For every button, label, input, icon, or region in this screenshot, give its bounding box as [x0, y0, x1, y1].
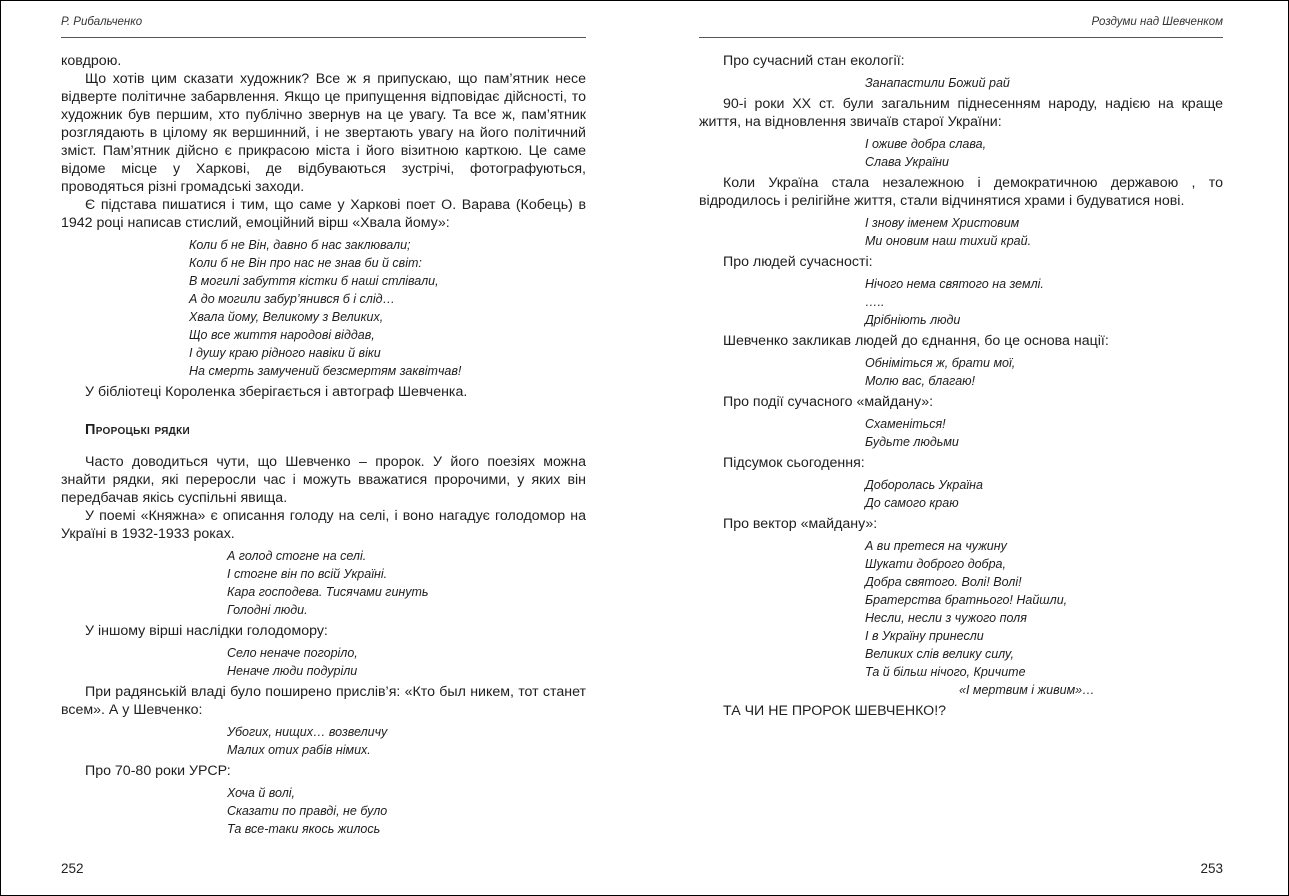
- verse-line: Нічого нема святого на землі.: [865, 277, 1044, 291]
- verse-line: Братерства братнього! Найшли,: [865, 593, 1068, 607]
- verse-line: Убогих, нищих… возвеличу: [227, 725, 388, 739]
- paragraph-maidan: Про події сучасного «майдану»:: [723, 394, 934, 410]
- verse-line: І душу краю рідного навіки й віки: [189, 346, 381, 360]
- poem-obnimitsia: [699, 354, 1223, 390]
- verse-line: Схаменіться!: [865, 417, 946, 431]
- verse-line: Великих слів велику силу,: [865, 647, 1014, 661]
- verse-line: Що все життя народові віддав,: [189, 328, 375, 342]
- verse-line: І знову іменем Христовим: [865, 216, 1020, 230]
- page-number: 253: [1200, 861, 1223, 876]
- verse-line: Хвала йому, Великому з Великих,: [189, 310, 384, 324]
- paragraph-vector: Про вектор «майдану»:: [723, 516, 878, 532]
- paragraph-independent: Коли Україна стала незалежною і демократичною державою , то відродилось і релігійне життя, стали відчинятися храми і будуватися нові.: [699, 175, 1223, 209]
- paragraph-summary: Підсумок сьогодення:: [723, 455, 865, 471]
- verse-line: Будьте людьми: [865, 435, 959, 449]
- verse-line: В могилі забуття кістки б наші стлівали,: [189, 274, 439, 288]
- verse-line: А до могили забур’янився б і слід…: [189, 292, 396, 306]
- verse-line: Несли, несли з чужого поля: [865, 611, 1027, 625]
- verse-line: І стогне він по всій Україні.: [227, 567, 388, 581]
- paragraph-what-artist: Що хотів цим сказати художник? Все ж я припускаю, що пам’ятник несе відверте політичне забарвлення. Якщо це припущення відповідає дійсності, то художник був першим, хто публічно звернув на це увагу. Та все ж, пам’ятник розглядають в цілому як вершинний, і не звертають увагу на його політичний зміст. Пам’ятник дійсно є прикрасою міста і його візитною карткою. Це саме відоме місце у Харкові, де відбуваються зустрічі, фотографуються, проводяться різні громадські заходи.: [61, 71, 586, 195]
- paragraph-prophet: Часто доводиться чути, що Шевченко – пророк. У його поезіях можна знайти рядки, які переросли час і можуть вважатися пророчими, у яких він передбачав якісь суспільні явища.: [61, 454, 586, 506]
- poem-slava: [699, 135, 1223, 171]
- paragraph-soviet-saying: При радянській владі було поширено прислів’я: «Кто был никем, тот станет всем». А у Шевченко:: [61, 684, 586, 718]
- header-rule: [61, 37, 586, 38]
- left-page: [61, 1, 586, 895]
- verse-line: Слава України: [865, 155, 949, 169]
- verse-line: Та все-таки якось жилось: [227, 822, 381, 836]
- verse-line: Доборолась Україна: [865, 478, 983, 492]
- poem-doborolas: [699, 476, 1223, 512]
- paragraph-people: Про людей сучасності:: [723, 254, 873, 270]
- verse-line: Село неначе погоріло,: [227, 646, 358, 660]
- verse-line: Шукати доброго добра,: [865, 557, 1006, 571]
- verse-line: Сказати по правді, не було: [227, 804, 388, 818]
- verse-line: Малих отих рабів німих.: [227, 743, 371, 757]
- left-page-body: [61, 52, 586, 841]
- verse-line: До самого краю: [865, 496, 959, 510]
- poem-ecology: [699, 74, 1223, 92]
- verse-line: І оживе добра слава,: [865, 137, 987, 151]
- verse-line: Та й більш нічого, Кричите: [865, 665, 1026, 679]
- verse-line: Занапастили Божий рай: [865, 76, 1010, 90]
- paragraph-reason: Є підстава пишатися і тим, що саме у Харкові поет О. Варава (Кобець) в 1942 році написав стислий, емоційний вірш «Хвала йому»:: [61, 197, 586, 231]
- verse-line: Молю вас, благаю!: [865, 374, 976, 388]
- paragraph-final-question: ТА ЧИ НЕ ПРОРОК ШЕВЧЕНКО!?: [723, 703, 947, 719]
- poem-selo: [61, 644, 586, 680]
- verse-line: Дрібніють люди: [865, 313, 961, 327]
- verse-line: Неначе люди подуріли: [227, 664, 358, 678]
- verse-line: І в Україну принесли: [865, 629, 984, 643]
- poem-pretesia: [699, 537, 1223, 699]
- paragraph-90s: 90-і роки ХХ ст. були загальним піднесенням народу, надією на краще життя, на відновлення звичаїв старої України:: [699, 96, 1223, 130]
- poem-ubogih: [61, 723, 586, 759]
- paragraph-other-poem: У іншому вірші наслідки голодомору:: [85, 623, 328, 639]
- verse-line: Добра святого. Волі! Волі!: [865, 575, 1022, 589]
- header-rule: [699, 37, 1223, 38]
- page-number: 252: [61, 861, 84, 876]
- paragraph-kniazhna: У поемі «Княжна» є описання голоду на селі, і воно нагадує голодомор на Україні в 1932-1933 роках.: [61, 508, 586, 542]
- verse-line: Голодні люди.: [227, 603, 308, 617]
- poem-nichogo: [699, 275, 1223, 329]
- paragraph-library: У бібліотеці Короленка зберігається і автограф Шевченка.: [85, 384, 468, 400]
- paragraph-ecology: Про сучасний стан екології:: [723, 53, 905, 69]
- running-head-title: Роздуми над Шевченком: [1091, 16, 1223, 28]
- poem-hocha-y-voli: [61, 784, 586, 838]
- paragraph-unity: Шевченко закликав людей до єднання, бо це основа нації:: [723, 333, 1109, 349]
- verse-line: Коли б не Він, давно б нас заклювали;: [189, 238, 411, 252]
- verse-line: Хоча й волі,: [227, 786, 295, 800]
- verse-line: Ми оновим наш тихий край.: [865, 234, 1032, 248]
- verse-line: А ви претеся на чужину: [865, 539, 1007, 553]
- verse-line: Кара господева. Тисячами гинуть: [227, 585, 429, 599]
- verse-line: А голод стогне на селі.: [227, 549, 367, 563]
- verse-line: Коли б не Він про нас не знав би й світ:: [189, 256, 422, 270]
- verse-line: …..: [865, 295, 885, 309]
- verse-line: На смерть замучений безсмертям заквітчав!: [189, 364, 462, 378]
- paragraph-ursr: Про 70-80 роки УРСР:: [85, 763, 231, 779]
- poem-golod: [61, 547, 586, 619]
- poem-znovu: [699, 214, 1223, 250]
- verse-line: Обніміться ж, брати мої,: [865, 356, 1016, 370]
- poem-hvala-yomu: [61, 236, 586, 380]
- verse-line-quote: «І мертвим і живим»…: [959, 683, 1095, 697]
- right-page: [699, 1, 1223, 895]
- right-page-body: [699, 52, 1223, 720]
- running-head-author: Р. Рибальченко: [61, 16, 143, 28]
- paragraph-start: ковдрою.: [61, 53, 122, 69]
- poem-shamenitsia: [699, 415, 1223, 451]
- section-title: Пророцькі рядки: [85, 422, 190, 438]
